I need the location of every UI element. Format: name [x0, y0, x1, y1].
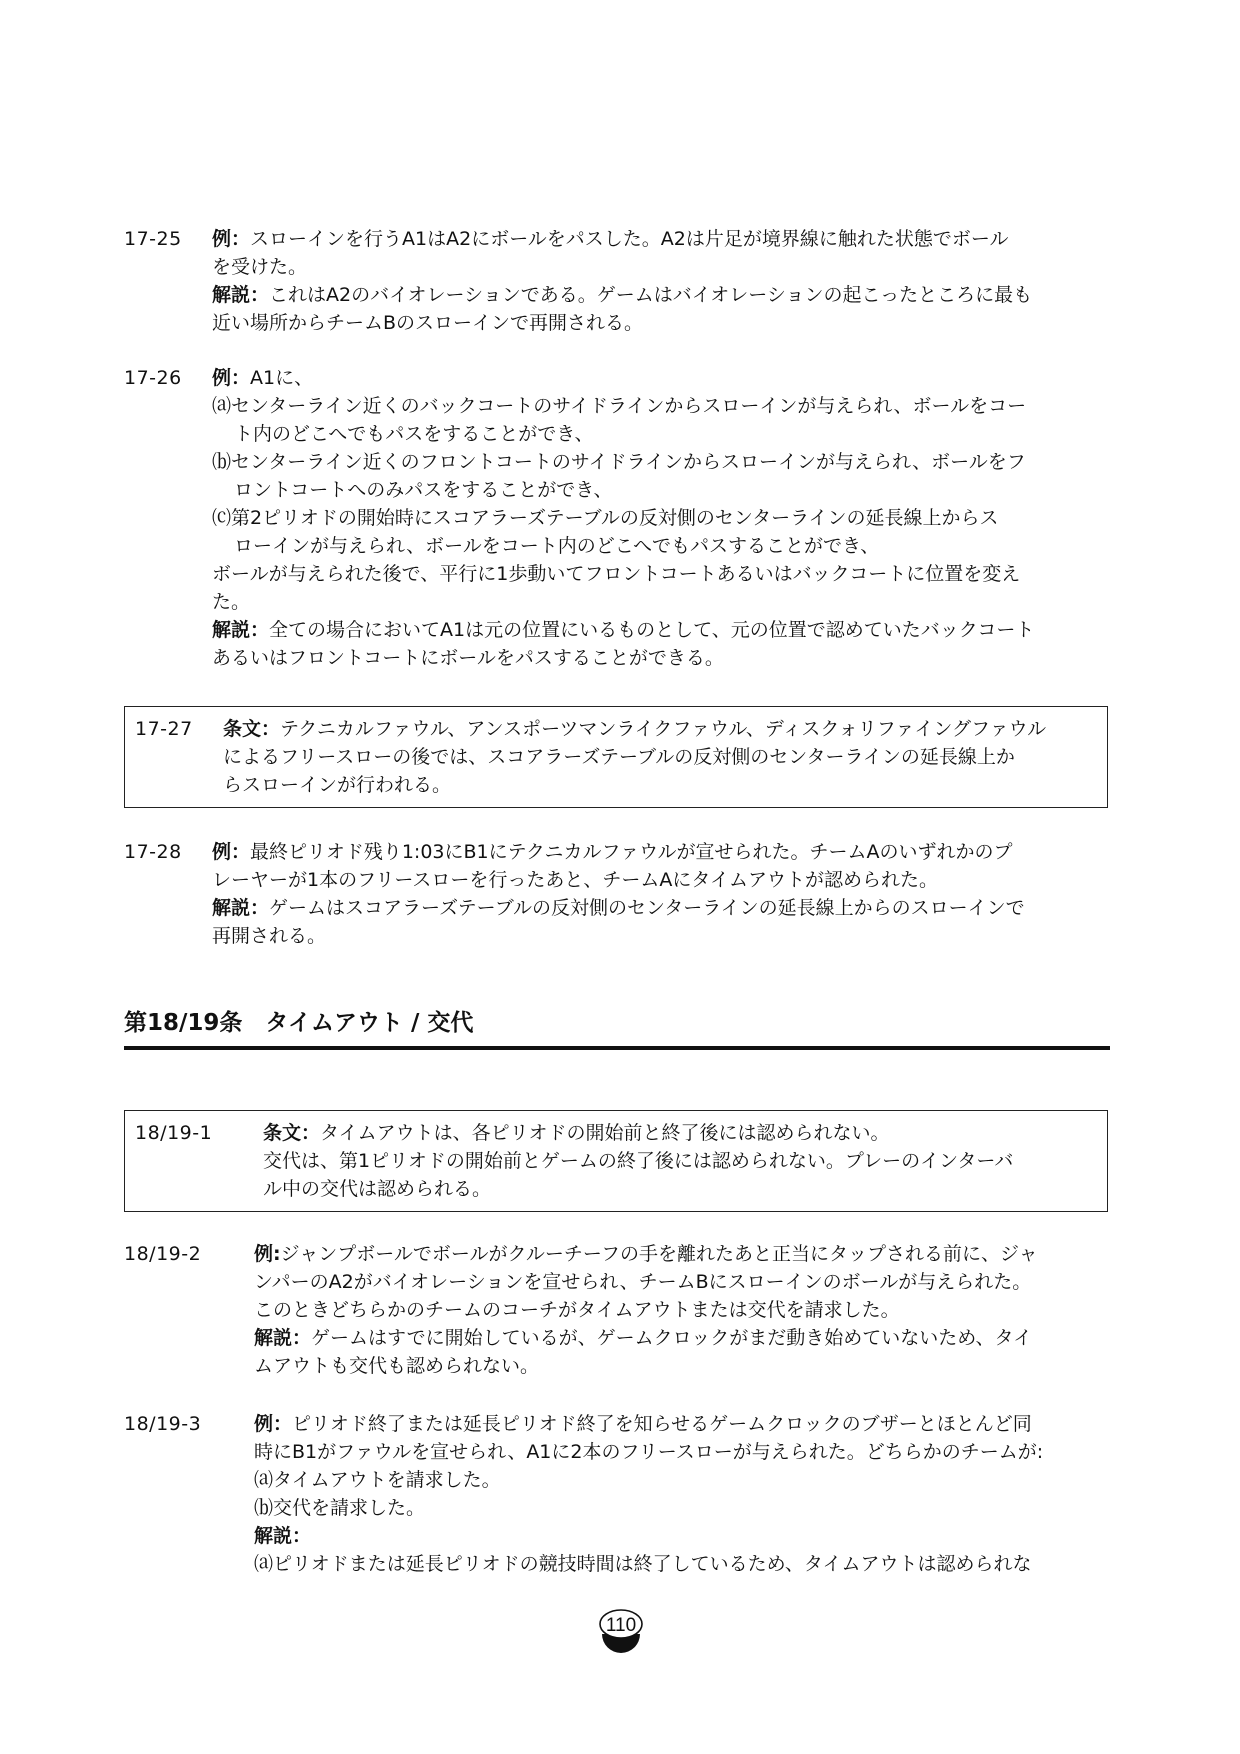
entry-18-19-2	[124, 1240, 1110, 1380]
section-heading: 第18/19条 タイムアウト / 交代	[124, 1010, 474, 1036]
label: 解説：	[254, 1525, 312, 1547]
text: ⒝交代を請求した。	[254, 1497, 426, 1519]
label: 解説：	[212, 619, 270, 641]
text: らスローインが行われる。	[223, 774, 452, 796]
entry-number: 18/19-1	[135, 1122, 213, 1144]
section-rule	[124, 1046, 1110, 1050]
text: た。	[212, 591, 251, 613]
label: 例：	[212, 228, 251, 250]
entry-number: 18/19-3	[124, 1413, 202, 1435]
text: あるいはフロントコートにボールをパスすることができる。	[212, 647, 724, 669]
text: テクニカルファウル、アンスポーツマンライクファウル、ディスクォリファイングファウル	[280, 718, 1047, 740]
entry-18-19-3	[124, 1410, 1110, 1578]
entry-17-25	[124, 225, 1110, 337]
text: 交代は、第1ピリオドの開始前とゲームの終了後には認められない。プレーのインターバ	[263, 1150, 1014, 1172]
text: レーヤーが1本のフリースローを行ったあと、チームAにタイムアウトが認められた。	[212, 869, 938, 891]
text: ンパーのA2がバイオレーションを宣せられ、チームBにスローインのボールが与えられた。	[254, 1271, 1032, 1293]
text: ⒞第2ピリオドの開始時にスコアラーズテーブルの反対側のセンターラインの延長線上からス	[212, 507, 999, 529]
page-number-badge	[596, 1604, 646, 1658]
text: 再開される。	[212, 925, 327, 947]
label: 解説：	[212, 284, 270, 306]
label: 例：	[212, 367, 251, 389]
text: ⒜ピリオドまたは延長ピリオドの競技時間は終了しているため、タイムアウトは認められな	[254, 1553, 1032, 1575]
text: ⒜タイムアウトを請求した。	[254, 1469, 501, 1491]
label: 解説：	[212, 897, 270, 919]
text: ローインが与えられ、ボールをコート内のどこへでもパスすることができ、	[234, 535, 880, 557]
text: 近い場所からチームBのスローインで再開される。	[212, 312, 644, 334]
entry-17-27-box	[124, 706, 1108, 808]
text: 全ての場合においてA1は元の位置にいるものとして、元の位置で認めていたバックコート	[269, 619, 1035, 641]
entry-number: 17-28	[124, 841, 182, 863]
text: ⒝センターライン近くのフロントコートのサイドラインからスローインが与えられ、ボールをフ	[212, 451, 1026, 473]
label: 例:	[254, 1243, 281, 1265]
label: 条文：	[223, 718, 281, 740]
text: ゲームはスコアラーズテーブルの反対側のセンターラインの延長線上からのスローインで	[269, 897, 1025, 919]
entry-number: 18/19-2	[124, 1243, 202, 1265]
text: ジャンプボールでボールがクルーチーフの手を離れたあと正当にタップされる前に、ジャ	[280, 1243, 1038, 1265]
text: ボールが与えられた後で、平行に1歩動いてフロントコートあるいはバックコートに位置を変え	[212, 563, 1021, 585]
page-number: 110	[605, 1615, 637, 1636]
text: 最終ピリオド残り1:03にB1にテクニカルファウルが宣せられた。チームAのいずれかのプ	[250, 841, 1013, 863]
label: 例：	[254, 1413, 293, 1435]
label: 条文：	[263, 1122, 321, 1144]
text: ト内のどこへでもパスをすることができ、	[234, 423, 594, 445]
label: 例：	[212, 841, 251, 863]
entry-17-28	[124, 838, 1110, 950]
text: A1に、	[250, 367, 314, 389]
text: これはA2のバイオレーションである。ゲームはバイオレーションの起こったところに最も	[269, 284, 1033, 306]
text: ピリオド終了または延長ピリオド終了を知らせるゲームクロックのブザーとほとんど同	[292, 1413, 1032, 1435]
entry-17-26	[124, 364, 1110, 672]
text: ゲームはすでに開始しているが、ゲームクロックがまだ動き始めていないため、タイ	[311, 1327, 1033, 1349]
entry-number: 17-25	[124, 228, 182, 250]
text: ロントコートへのみパスをすることができ、	[234, 479, 613, 501]
text: 時にB1がファウルを宣せられ、A1に2本のフリースローが与えられた。どちらかのチームが:	[254, 1441, 1044, 1463]
text: ⒜センターライン近くのバックコートのサイドラインからスローインが与えられ、ボールをコー	[212, 395, 1027, 417]
text: タイムアウトは、各ピリオドの開始前と終了後には認められない。	[320, 1122, 890, 1144]
entry-number: 17-26	[124, 367, 182, 389]
text: によるフリースローの後では、スコアラーズテーブルの反対側のセンターラインの延長線上か	[223, 746, 1015, 768]
text: を受けた。	[212, 256, 308, 278]
label: 解説：	[254, 1327, 312, 1349]
text: ル中の交代は認められる。	[263, 1178, 492, 1200]
entry-number: 17-27	[135, 718, 193, 740]
text: このときどちらかのチームのコーチがタイムアウトまたは交代を請求した。	[254, 1299, 900, 1321]
text: ムアウトも交代も認められない。	[254, 1355, 540, 1377]
text: スローインを行うA1はA2にボールをパスした。A2は片足が境界線に触れた状態でボール	[250, 228, 1009, 250]
entry-18-19-1-box	[124, 1110, 1108, 1212]
